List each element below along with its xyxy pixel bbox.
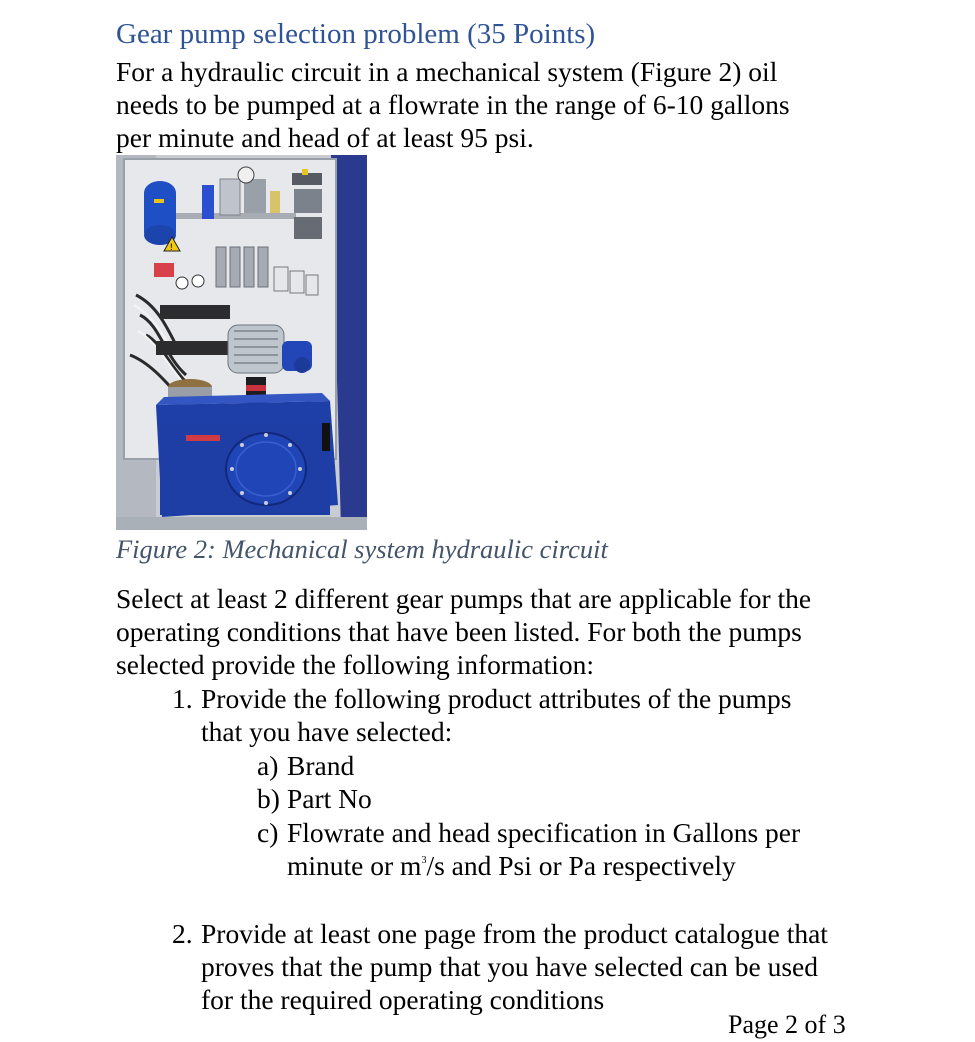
selection-line: operating conditions that have been listed. For both the pumps xyxy=(116,616,802,647)
sub-item-mark: b) xyxy=(257,783,280,814)
intro-paragraph xyxy=(116,55,876,154)
list-item-line: proves that the pump that you have selected can be used xyxy=(201,951,819,982)
list-number: 2. xyxy=(172,918,193,949)
intro-line: For a hydraulic circuit in a mechanical system (Figure 2) oil xyxy=(116,56,778,87)
section-heading: Gear pump selection problem (35 Points) xyxy=(116,18,596,50)
list-item-text xyxy=(201,917,828,1016)
sub-item-line: Part No xyxy=(287,783,372,814)
list-item-line: Provide at least one page from the product catalogue that xyxy=(201,918,828,949)
page-number: Page 2 of 3 xyxy=(728,1010,846,1039)
list-number: 1. xyxy=(172,683,193,714)
sub-item-mark: c) xyxy=(257,817,279,848)
sub-item-text: /s and Psi or Pa respectively xyxy=(426,850,736,881)
hydraulic-circuit-photo xyxy=(116,155,367,530)
superscript: 3 xyxy=(421,855,427,866)
list-item-line: for the required operating conditions xyxy=(201,984,605,1015)
selection-line: Select at least 2 different gear pumps that are applicable for the xyxy=(116,583,812,614)
sub-item-mark: a) xyxy=(257,750,279,781)
sub-item-line: Flowrate and head specification in Gallons per xyxy=(287,817,801,848)
intro-line: needs to be pumped at a flowrate in the range of 6-10 gallons xyxy=(116,89,790,120)
sub-item-text: minute or m xyxy=(287,850,422,881)
warning-mark: ! xyxy=(169,243,174,253)
selection-line: selected provide the following information: xyxy=(116,649,595,680)
sub-item-line: Brand xyxy=(287,750,355,781)
sub-item-line xyxy=(287,849,800,882)
list-item-line: that you have selected: xyxy=(201,716,453,747)
selection-paragraph xyxy=(116,582,811,681)
figure-caption: Figure 2: Mechanical system hydraulic circuit xyxy=(116,534,608,564)
intro-line: per minute and head of at least 95 psi. xyxy=(116,122,534,153)
list-item-line: Provide the following product attributes of the pumps xyxy=(201,683,792,714)
list-item-text xyxy=(201,682,791,748)
